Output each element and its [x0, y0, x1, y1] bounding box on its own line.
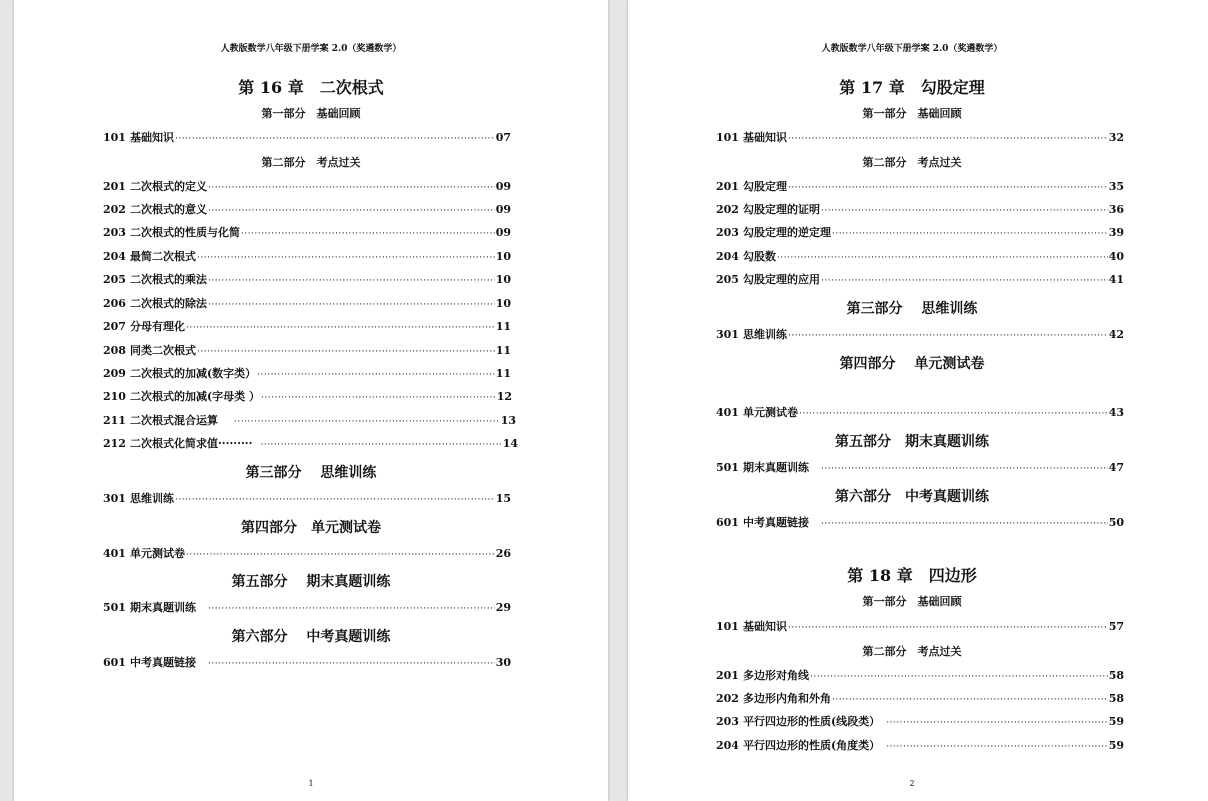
toc-page: 59 — [1108, 715, 1124, 728]
part-heading-5: 第五部分 期末真题训练 — [231, 574, 391, 590]
dot-leader — [186, 550, 495, 560]
toc-entry[interactable] — [103, 388, 512, 404]
toc-title: 思维训练 — [129, 492, 174, 505]
part-heading-2: 第二部分 考点过关 — [261, 156, 361, 169]
chapter-title: 第 17 章 勾股定理 — [839, 78, 985, 97]
toc-entry[interactable] — [103, 342, 511, 358]
toc-title: 单元测试卷 — [742, 406, 798, 419]
toc-entry[interactable] — [716, 737, 1124, 753]
toc-entry[interactable] — [103, 365, 511, 381]
toc-page: 42 — [1108, 328, 1124, 341]
toc-title: 二次根式化简求值········· — [129, 437, 253, 450]
dot-leader — [777, 253, 1108, 263]
toc-title: 勾股数 — [742, 250, 776, 263]
toc-page: 43 — [1108, 406, 1124, 419]
toc-title: 二次根式的乘法 — [129, 273, 207, 286]
chapter-title: 第 18 章 四边形 — [847, 566, 977, 585]
part-heading-4: 第四部分 单元测试卷 — [241, 520, 381, 536]
toc-page: 35 — [1108, 180, 1124, 193]
toc-number: 212 — [103, 437, 126, 450]
toc-title: 基础知识 — [129, 131, 174, 144]
toc-entry[interactable] — [716, 404, 1124, 420]
dot-leader — [208, 659, 495, 669]
toc-page: 57 — [1108, 620, 1124, 633]
dot-leader — [257, 370, 495, 380]
page-number: 1 — [308, 779, 314, 788]
toc-number: 210 — [103, 390, 126, 403]
toc-title: 单元测试卷 — [129, 547, 185, 560]
toc-number: 101 — [103, 131, 126, 144]
toc-entry[interactable] — [103, 435, 518, 451]
page-number: 2 — [909, 779, 915, 788]
toc-title: 思维训练 — [742, 328, 787, 341]
toc-number: 203 — [716, 715, 739, 728]
toc-page: 11 — [495, 344, 511, 357]
toc-page: 09 — [495, 226, 511, 239]
toc-page: 58 — [1108, 669, 1124, 682]
toc-entry[interactable] — [716, 459, 1124, 475]
dot-leader — [197, 253, 495, 263]
toc-page: 11 — [495, 320, 511, 333]
toc-number: 205 — [103, 273, 126, 286]
toc-title: 二次根式的除法 — [129, 297, 207, 310]
toc-number: 211 — [103, 414, 126, 427]
dot-leader — [832, 695, 1108, 705]
toc-title: 二次根式的定义 — [129, 180, 207, 193]
toc-page: 15 — [495, 492, 511, 505]
toc-entry[interactable] — [103, 129, 511, 145]
toc-number: 601 — [716, 516, 739, 529]
toc-number: 202 — [716, 203, 739, 216]
toc-entry[interactable] — [716, 248, 1124, 264]
toc-entry[interactable] — [103, 295, 511, 311]
dot-leader — [175, 134, 495, 144]
toc-title: 同类二次根式 — [129, 344, 196, 357]
part-heading-6: 第六部分 中考真题训练 — [231, 629, 391, 645]
toc-title: 二次根式的性质与化简 — [129, 226, 240, 239]
toc-entry[interactable] — [716, 129, 1124, 145]
toc-entry[interactable] — [103, 201, 511, 217]
toc-entry[interactable] — [103, 271, 511, 287]
part-heading-2: 第二部分 考点过关 — [862, 156, 962, 169]
toc-page: 10 — [495, 273, 511, 286]
toc-entry[interactable] — [103, 412, 516, 428]
toc-title: 中考真题链接 — [742, 516, 809, 529]
toc-number: 401 — [716, 406, 739, 419]
toc-entry[interactable] — [716, 618, 1124, 634]
toc-number: 501 — [103, 601, 126, 614]
toc-page: 36 — [1108, 203, 1124, 216]
toc-page: 32 — [1108, 131, 1124, 144]
toc-page: 39 — [1108, 226, 1124, 239]
toc-number: 601 — [103, 656, 126, 669]
part-heading-1: 第一部分 基础回顾 — [862, 595, 962, 608]
dot-leader — [241, 229, 495, 239]
toc-title: 二次根式混合运算 — [129, 414, 218, 427]
dot-leader — [208, 276, 495, 286]
document-page-2 — [628, 0, 1208, 801]
toc-entry[interactable] — [103, 248, 511, 264]
toc-page: 29 — [495, 601, 511, 614]
toc-entry[interactable] — [103, 224, 511, 240]
dot-leader — [208, 206, 495, 216]
toc-page: 47 — [1108, 461, 1124, 474]
part-heading-6: 第六部分 中考真题训练 — [835, 489, 989, 505]
dot-leader — [261, 393, 496, 403]
toc-page: 09 — [495, 203, 511, 216]
part-heading-2: 第二部分 考点过关 — [862, 645, 962, 658]
toc-title: 期末真题训练 — [129, 601, 196, 614]
part-heading-5: 第五部分 期末真题训练 — [835, 434, 989, 450]
toc-title: 勾股定理的应用 — [742, 273, 820, 286]
toc-title: 中考真题链接 — [129, 656, 196, 669]
toc-title: 分母有理化 — [129, 320, 185, 333]
toc-page: 10 — [495, 297, 511, 310]
toc-page: 50 — [1108, 516, 1124, 529]
toc-page: 26 — [495, 547, 511, 560]
dot-leader — [260, 440, 501, 450]
toc-number: 204 — [103, 250, 126, 263]
dot-leader — [832, 229, 1108, 239]
toc-entry[interactable] — [716, 201, 1124, 217]
toc-title: 二次根式的意义 — [129, 203, 207, 216]
dot-leader — [821, 206, 1108, 216]
toc-number: 203 — [716, 226, 739, 239]
toc-title: 二次根式的加减(数字类） — [129, 367, 257, 380]
document-page-1 — [14, 0, 608, 801]
dot-leader — [788, 134, 1108, 144]
toc-entry[interactable] — [103, 490, 511, 506]
toc-title: 勾股定理的逆定理 — [742, 226, 831, 239]
running-header: 人教版数学八年级下册学案 2.0（奖遴数学） — [220, 44, 402, 54]
toc-page: 09 — [495, 180, 511, 193]
part-heading-3: 第三部分 思维训练 — [846, 301, 978, 317]
toc-number: 203 — [103, 226, 126, 239]
dot-leader — [234, 417, 500, 427]
part-heading-4: 第四部分 单元测试卷 — [839, 356, 985, 372]
toc-page: 13 — [500, 414, 516, 427]
toc-number: 501 — [716, 461, 739, 474]
dot-leader — [186, 323, 495, 333]
toc-number: 206 — [103, 297, 126, 310]
dot-leader — [208, 300, 495, 310]
running-header: 人教版数学八年级下册学案 2.0（奖遴数学） — [821, 44, 1003, 54]
toc-entry[interactable] — [716, 271, 1124, 287]
dot-leader — [197, 347, 495, 357]
toc-entry[interactable] — [103, 545, 511, 561]
toc-entry[interactable] — [716, 178, 1124, 194]
dot-leader — [821, 464, 1108, 474]
toc-number: 201 — [716, 669, 739, 682]
toc-page: 58 — [1108, 692, 1124, 705]
toc-page: 11 — [495, 367, 511, 380]
toc-entry[interactable] — [716, 326, 1124, 342]
part-heading-3: 第三部分 思维训练 — [245, 465, 377, 481]
toc-title: 多边形对角线 — [742, 669, 809, 682]
toc-number: 209 — [103, 367, 126, 380]
toc-page: 14 — [502, 437, 518, 450]
toc-number: 205 — [716, 273, 739, 286]
dot-leader — [208, 604, 495, 614]
toc-entry[interactable] — [103, 318, 511, 334]
dot-leader — [886, 718, 1108, 728]
dot-leader — [886, 742, 1108, 752]
dot-leader — [208, 183, 495, 193]
toc-page: 30 — [495, 656, 511, 669]
toc-page: 10 — [495, 250, 511, 263]
toc-page: 07 — [495, 131, 511, 144]
toc-number: 202 — [103, 203, 126, 216]
toc-number: 204 — [716, 250, 739, 263]
toc-number: 101 — [716, 131, 739, 144]
dot-leader — [799, 409, 1108, 419]
dot-leader — [788, 331, 1108, 341]
toc-entry[interactable] — [103, 599, 511, 615]
toc-page: 59 — [1108, 739, 1124, 752]
toc-entry[interactable] — [716, 514, 1124, 530]
toc-number: 201 — [103, 180, 126, 193]
dot-leader — [821, 519, 1108, 529]
toc-number: 204 — [716, 739, 739, 752]
toc-title: 平行四边形的性质(线段类） — [742, 715, 881, 728]
toc-number: 207 — [103, 320, 126, 333]
toc-title: 勾股定理的证明 — [742, 203, 820, 216]
toc-number: 301 — [716, 328, 739, 341]
toc-title: 二次根式的加减(字母类 ） — [129, 390, 261, 403]
toc-title: 期末真题训练 — [742, 461, 809, 474]
dot-leader — [788, 183, 1108, 193]
toc-entry[interactable] — [716, 713, 1124, 729]
toc-title: 平行四边形的性质(角度类） — [742, 739, 881, 752]
part-heading-1: 第一部分 基础回顾 — [862, 107, 962, 120]
toc-number: 301 — [103, 492, 126, 505]
toc-page: 40 — [1108, 250, 1124, 263]
toc-title: 基础知识 — [742, 620, 787, 633]
toc-title: 最简二次根式 — [129, 250, 196, 263]
dot-leader — [175, 495, 495, 505]
toc-entry[interactable] — [716, 224, 1124, 240]
toc-entry[interactable] — [716, 690, 1124, 706]
toc-number: 208 — [103, 344, 126, 357]
toc-entry[interactable] — [716, 667, 1124, 683]
toc-entry[interactable] — [103, 178, 511, 194]
part-heading-1: 第一部分 基础回顾 — [261, 107, 361, 120]
toc-number: 201 — [716, 180, 739, 193]
toc-page: 12 — [496, 390, 512, 403]
chapter-title: 第 16 章 二次根式 — [238, 78, 384, 97]
toc-title: 基础知识 — [742, 131, 787, 144]
toc-title: 多边形内角和外角 — [742, 692, 831, 705]
toc-number: 401 — [103, 547, 126, 560]
toc-entry[interactable] — [103, 654, 511, 670]
toc-title: 勾股定理 — [742, 180, 787, 193]
dot-leader — [821, 276, 1108, 286]
toc-number: 202 — [716, 692, 739, 705]
dot-leader — [810, 672, 1108, 682]
dot-leader — [788, 623, 1108, 633]
toc-number: 101 — [716, 620, 739, 633]
toc-page: 41 — [1108, 273, 1124, 286]
